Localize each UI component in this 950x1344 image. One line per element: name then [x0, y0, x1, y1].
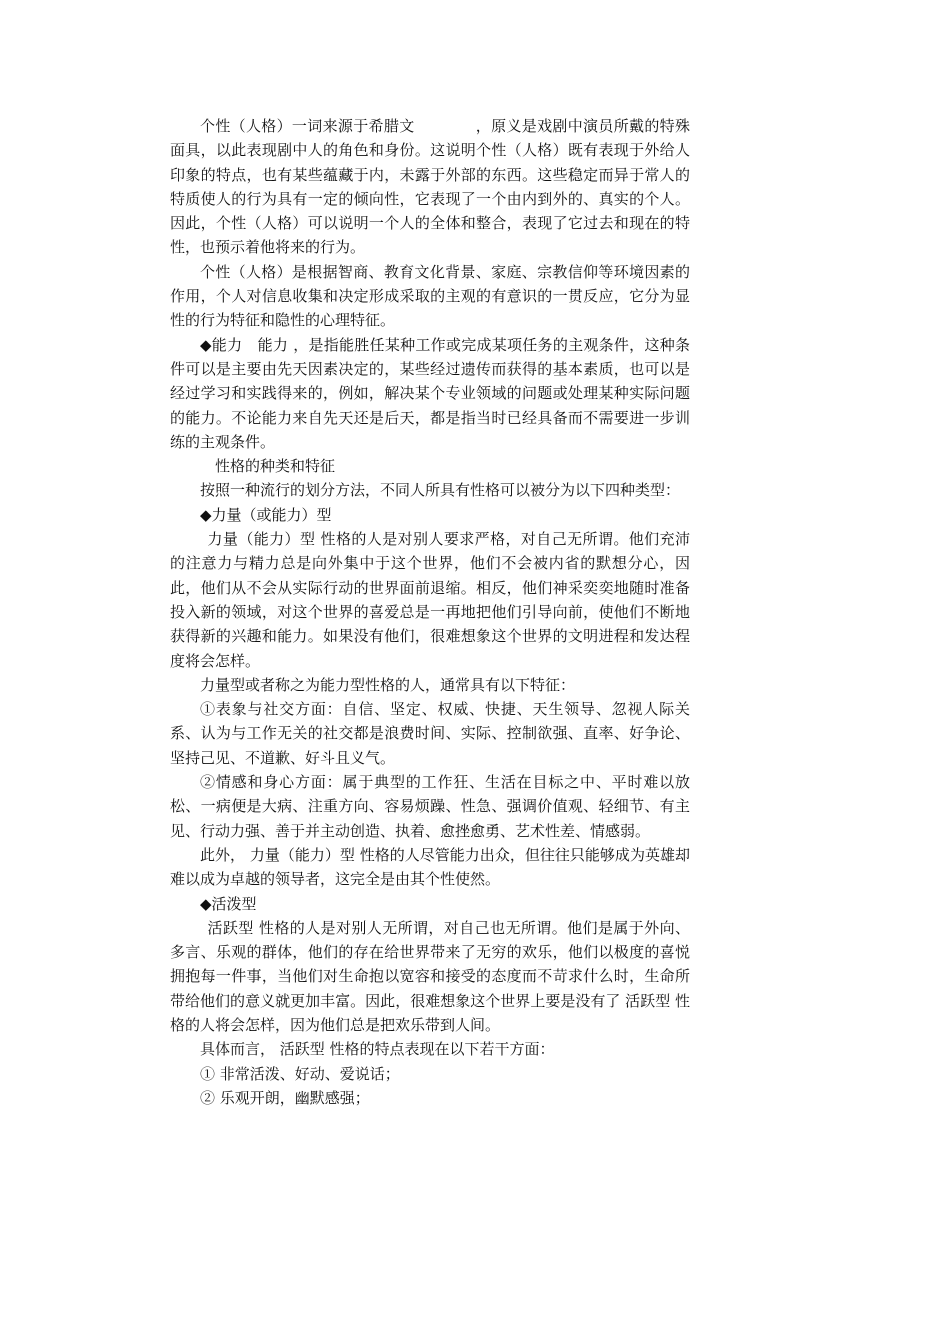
paragraph-power-type-conclusion: 此外， 力量（能力）型 性格的人尽管能力出众，但往往只能够成为英雄却难以成为卓越的领导者，这完全是由其个性使然。	[170, 845, 690, 889]
paragraph-four-types-intro: 按照一种流行的划分方法，不同人所具有性格可以被分为以下四种类型：	[200, 481, 681, 500]
list-item-lively-2: ② 乐观开朗，幽默感强；	[200, 1088, 370, 1107]
paragraph-personality-origin: 个性（人格）一词来源于希腊文 ，原义是戏剧中演员所戴的特殊面具，以此表现剧中人的角色和身份。这说明个性（人格）既有表现于外给人印象的特点，也有某些蕴藏于内，未露于外部的东西。这些稳定而异于常人的特质使人的行为具有一定的倾向性，它表现了一个由内到外的、真实的个人。因此，个性（人格）可以说明一个人的全体和整合，表现了它过去和现在的特性，也预示着他将来的行为。	[170, 117, 690, 257]
list-item-power-social: ①表象与社交方面：自信、坚定、权威、快捷、天生领导、忽视人际关系、认为与工作无关的社交都是浪费时间、实际、控制欲强、直率、好争论、坚持己见、不道歉、好斗且义气。	[170, 700, 690, 767]
section-heading-character-types: 性格的种类和特征	[215, 457, 336, 476]
paragraph-power-type-traits-intro: 力量型或者称之为能力型性格的人，通常具有以下特征：	[200, 675, 576, 694]
paragraph-personality-definition: 个性（人格）是根据智商、教育文化背景、家庭、宗教信仰等环境因素的作用，个人对信息收集和决定形成采取的主观的有意识的一贯反应，它分为显性的行为特征和隐性的心理特征。	[170, 262, 690, 330]
paragraph-ability: ◆能力 能力 ，是指能胜任某种工作或完成某项任务的主观条件，这种条件可以是主要由先天因素决定的，某些经过遗传而获得的基本素质，也可以是经过学习和实践得来的，例如，解决某个专业领域的问题或处理某种实际问题的能力。不论能力来自先天还是后天，都是指当时已经具备而不需要进一步训练的主观条件。	[170, 335, 690, 451]
document-page	[170, 114, 690, 1110]
subheading-lively-type: ◆活泼型	[200, 894, 257, 913]
paragraph-lively-type-traits-intro: 具体而言， 活跃型 性格的特点表现在以下若干方面：	[200, 1040, 555, 1059]
paragraph-power-type-description: 力量（能力）型 性格的人是对别人要求严格，对自己无所谓。他们充沛的注意力与精力总是向外集中于这个世界，他们不会被内省的默想分心，因此，他们从不会从实际行动的世界面前退缩。相反，他们神采奕奕地随时准备投入新的领域，对这个世界的喜爱总是一再地把他们引导向前，使他们不断地获得新的兴趣和能力。如果没有他们，很难想象这个世界的文明进程和发达程度将会怎样。	[170, 530, 690, 670]
paragraph-lively-type-description: 活跃型 性格的人是对别人无所谓，对自己也无所谓。他们是属于外向、多言、乐观的群体，他们的存在给世界带来了无穷的欢乐，他们以极度的喜悦拥抱每一件事，当他们对生命抱以宽容和接受的态度而不苛求什么时，生命所带给他们的意义就更加丰富。因此，很难想象这个世界上要是没有了 活跃型 性格的人将会怎样，因为他们总是把欢乐带到人间。	[170, 918, 690, 1034]
subheading-power-type: ◆力量（或能力）型	[200, 505, 332, 524]
list-item-power-emotion: ②情感和身心方面：属于典型的工作狂、生活在目标之中、平时难以放松、一病便是大病、注重方向、容易烦躁、性急、强调价值观、轻细节、有主见、行动力强、善于并主动创造、执着、愈挫愈勇、艺术性差、情感弱。	[170, 773, 690, 840]
list-item-lively-1: ① 非常活泼、好动、爱说话；	[200, 1064, 400, 1083]
